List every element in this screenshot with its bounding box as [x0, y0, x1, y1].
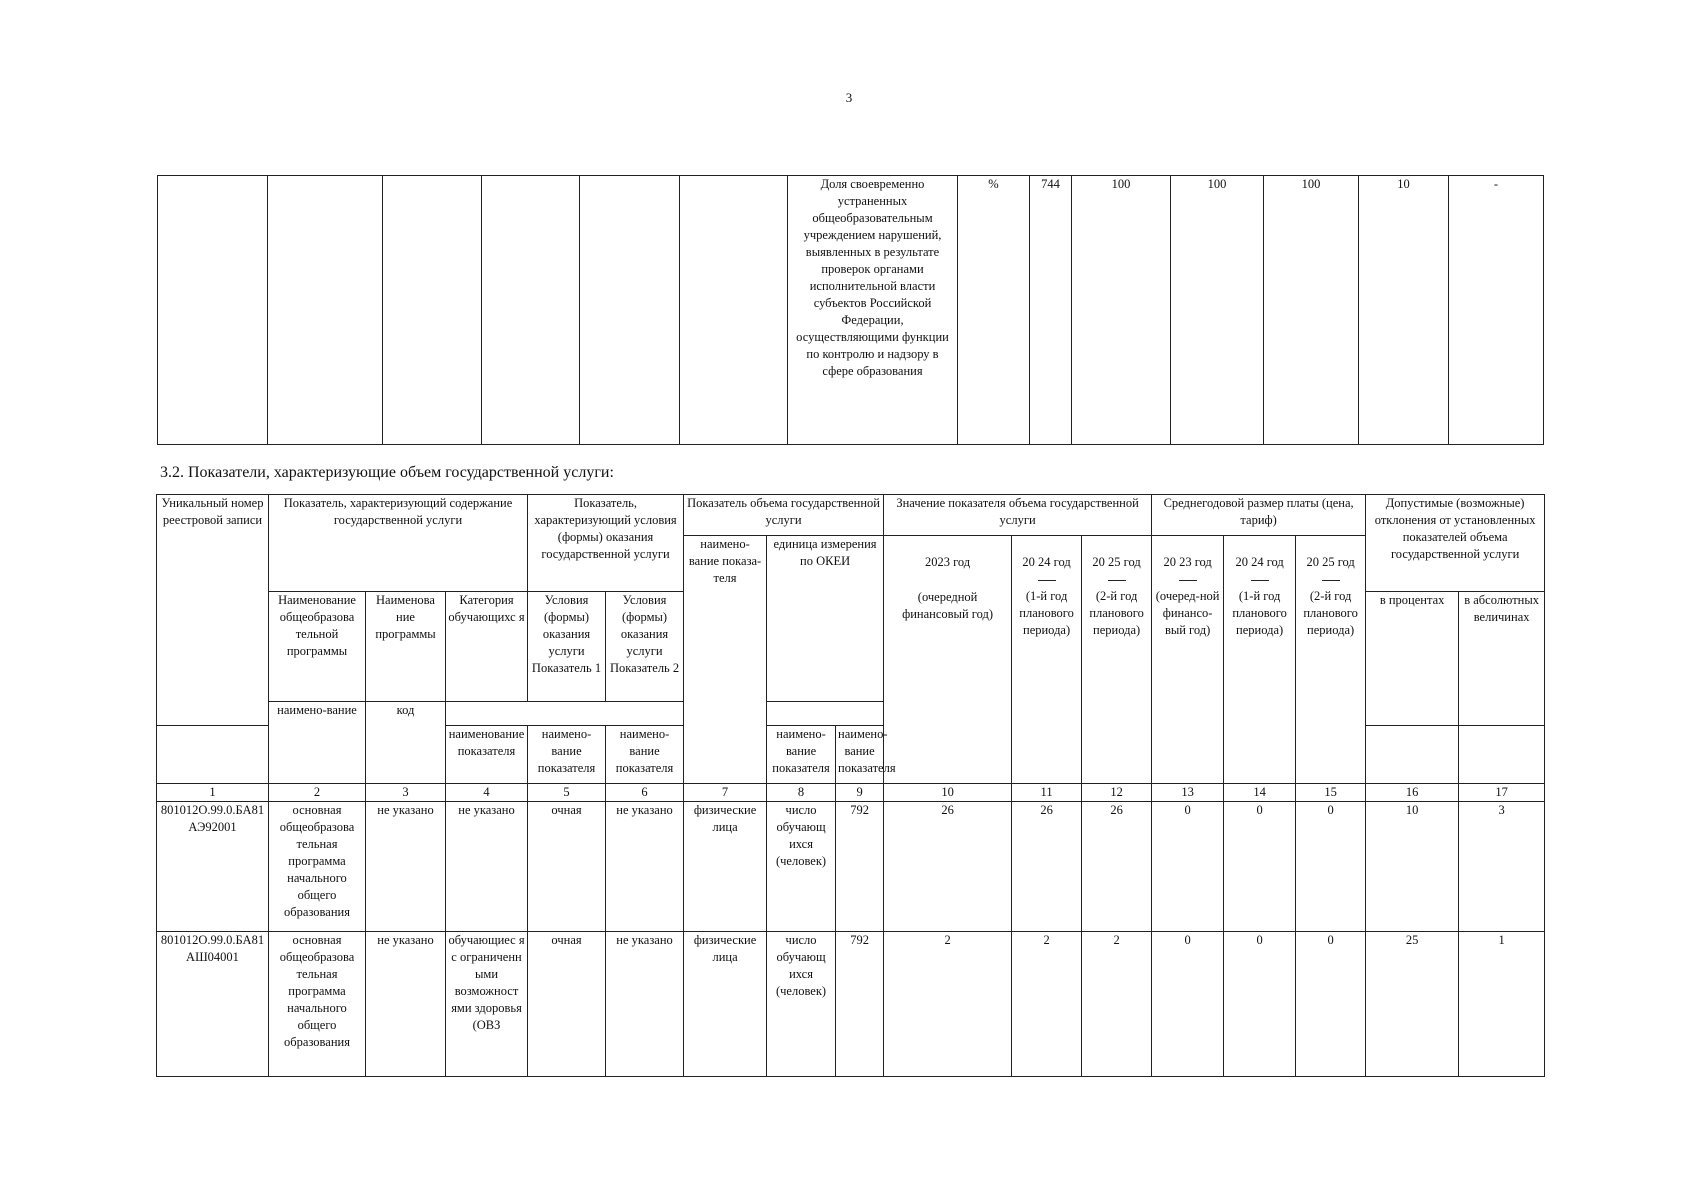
condition-2: не указано — [606, 802, 684, 932]
column-number: 16 — [1366, 784, 1459, 802]
column-number: 11 — [1012, 784, 1082, 802]
header-year-2024 — [1012, 536, 1082, 784]
column-number: 14 — [1224, 784, 1296, 802]
header-condition-1: Условия (формы) оказания услуги Показатель 1 — [528, 592, 606, 702]
unit-name: % — [958, 176, 1030, 445]
header-okei-unit: единица измерения по ОКЕИ — [767, 536, 884, 702]
deviation-percent: 10 — [1366, 802, 1459, 932]
fee-2025: 0 — [1296, 932, 1366, 1077]
plan1-note: (1-й год планового периода) — [1232, 589, 1287, 637]
fee-2024: 0 — [1224, 802, 1296, 932]
unit-name: число обучающ ихся (человек) — [767, 802, 836, 932]
header-volume-value: Значение показателя объема государственной услуги — [884, 495, 1152, 536]
unit-code: 792 — [836, 802, 884, 932]
student-category: обучающиес я с ограниченн ыми возможност ями здоровья (ОВЗ — [446, 932, 528, 1077]
header-in-absolute: в абсолютных величинах — [1459, 592, 1545, 726]
header-fee-2023 — [1152, 536, 1224, 784]
year-2023-label: 2023 год — [924, 555, 971, 569]
value-2025: 100 — [1264, 176, 1359, 445]
header-condition-2: Условия (формы) оказания услуги Показатель 2 — [606, 592, 684, 702]
deviation-percent: 10 — [1359, 176, 1449, 445]
column-number: 8 — [767, 784, 836, 802]
indicator: физические лица — [684, 932, 767, 1077]
fee-2025: 0 — [1296, 802, 1366, 932]
program: не указано — [366, 932, 446, 1077]
unit-code: 744 — [1030, 176, 1072, 445]
form: очная — [528, 802, 606, 932]
year-suffix: 23 год — [1179, 555, 1212, 569]
subheader-name-of-indicator: наимено-вание показателя — [606, 726, 684, 784]
column-number: 15 — [1296, 784, 1366, 802]
year-prefix: 20 — [1092, 555, 1105, 569]
header-okei-code: код — [366, 702, 446, 784]
column-number: 9 — [836, 784, 884, 802]
year-prefix: 20 — [1022, 555, 1035, 569]
volume-indicators-table — [156, 494, 1545, 1077]
column-number-row — [157, 784, 1545, 802]
section-title: 3.2. Показатели, характеризующие объем государственной услуги: — [160, 464, 614, 481]
header-content-indicator: Показатель, характеризующий содержание государственной услуги — [269, 495, 528, 592]
header-in-percent: в процентах — [1366, 592, 1459, 726]
column-number: 17 — [1459, 784, 1545, 802]
value-2023: 26 — [884, 802, 1012, 932]
subheader-name-of-indicator: наименование показателя — [446, 726, 528, 784]
column-number: 10 — [884, 784, 1012, 802]
condition-2: не указано — [606, 932, 684, 1077]
column-number: 1 — [157, 784, 269, 802]
registry-number: 801012О.99.0.БА81АЭ92001 — [157, 802, 269, 932]
year-2023-note: (очередной финансовый год) — [902, 590, 993, 621]
deviation-percent: 25 — [1366, 932, 1459, 1077]
table-row — [158, 176, 1544, 445]
deviation-absolute: - — [1449, 176, 1544, 445]
indicator: физические лица — [684, 802, 767, 932]
column-number: 7 — [684, 784, 767, 802]
header-year-2025 — [1082, 536, 1152, 784]
column-number: 6 — [606, 784, 684, 802]
unit-code: 792 — [836, 932, 884, 1077]
value-2024: 2 — [1012, 932, 1082, 1077]
value-2025: 26 — [1082, 802, 1152, 932]
column-number: 13 — [1152, 784, 1224, 802]
value-2024: 26 — [1012, 802, 1082, 932]
header-row-1 — [157, 495, 1545, 536]
underline-mark — [1251, 580, 1269, 583]
underline-mark — [1108, 580, 1126, 583]
deviation-absolute: 3 — [1459, 802, 1545, 932]
deviation-absolute: 1 — [1459, 932, 1545, 1077]
header-registry-number: Уникальный номер реестровой записи — [157, 495, 269, 726]
column-number: 12 — [1082, 784, 1152, 802]
header-program-name: Наименование общеобразова тельной программы — [269, 592, 366, 702]
header-okei-name: наимено-вание — [269, 702, 366, 784]
header-indicator-name-row — [157, 726, 269, 784]
header-volume-indicator: Показатель объема государственной услуги — [684, 495, 884, 536]
value-2025: 2 — [1082, 932, 1152, 1077]
year-suffix: 24 год — [1251, 555, 1284, 569]
plan2-note: (2-й год планового периода) — [1089, 589, 1144, 637]
header-avg-fee: Среднегодовой размер платы (цена, тариф) — [1152, 495, 1366, 536]
registry-number: 801012О.99.0.БА81АШ04001 — [157, 932, 269, 1077]
subheader-name-of-indicator: наимено-вание показателя — [836, 726, 884, 784]
plan1-note: (1-й год планового периода) — [1019, 589, 1074, 637]
fee-2023: 0 — [1152, 802, 1224, 932]
underline-mark — [1038, 580, 1056, 583]
value-2024: 100 — [1171, 176, 1264, 445]
column-number: 5 — [528, 784, 606, 802]
year-prefix: 20 — [1163, 555, 1176, 569]
fee-next-note: (очеред-ной финансо-вый год) — [1155, 589, 1220, 637]
subheader-name-of-indicator: наимено-вание показателя — [767, 726, 836, 784]
value-2023: 100 — [1072, 176, 1171, 445]
year-suffix: 24 год — [1038, 555, 1071, 569]
student-category: не указано — [446, 802, 528, 932]
form: очная — [528, 932, 606, 1077]
year-suffix: 25 год — [1322, 555, 1355, 569]
plan2-note: (2-й год планового периода) — [1303, 589, 1358, 637]
fee-2023: 0 — [1152, 932, 1224, 1077]
year-prefix: 20 — [1235, 555, 1248, 569]
program-name: основная общеобразова тельная программа начального общего образования — [269, 802, 366, 932]
column-number: 4 — [446, 784, 528, 802]
header-indicator-name: наимено-вание показа-теля — [684, 536, 767, 784]
page-number: 3 — [845, 90, 853, 105]
header-fee-2025 — [1296, 536, 1366, 784]
header-category: Категория обучающихс я — [446, 592, 528, 702]
indicator-name: Доля своевременно устраненных общеобразовательным учреждением нарушений, выявленных в результате проверок органами исполнительной власти субъектов Российской Федерации, осуществляющими функции по контролю и надзору в сфере образования — [788, 176, 958, 445]
year-prefix: 20 — [1306, 555, 1319, 569]
column-number: 2 — [269, 784, 366, 802]
subheader-name-of-indicator: наимено-вание показателя — [528, 726, 606, 784]
fee-2024: 0 — [1224, 932, 1296, 1077]
header-condition-indicator: Показатель, характеризующий условия (формы) оказания государственной услуги — [528, 495, 684, 592]
header-allowed-deviation: Допустимые (возможные) отклонения от установленных показателей объема государственной услуги — [1366, 495, 1545, 592]
program-name: основная общеобразова тельная программа начального общего образования — [269, 932, 366, 1077]
year-suffix: 25 год — [1108, 555, 1141, 569]
header-year-2023 — [884, 536, 1012, 784]
quality-indicators-continuation-table — [157, 175, 1544, 445]
underline-mark — [1322, 580, 1340, 583]
underline-mark — [1179, 580, 1197, 583]
header-fee-2024 — [1224, 536, 1296, 784]
program: не указано — [366, 802, 446, 932]
table-row — [157, 802, 1545, 932]
value-2023: 2 — [884, 932, 1012, 1077]
header-program: Наименова ние программы — [366, 592, 446, 702]
column-number: 3 — [366, 784, 446, 802]
table-row — [157, 932, 1545, 1077]
unit-name: число обучающ ихся (человек) — [767, 932, 836, 1077]
